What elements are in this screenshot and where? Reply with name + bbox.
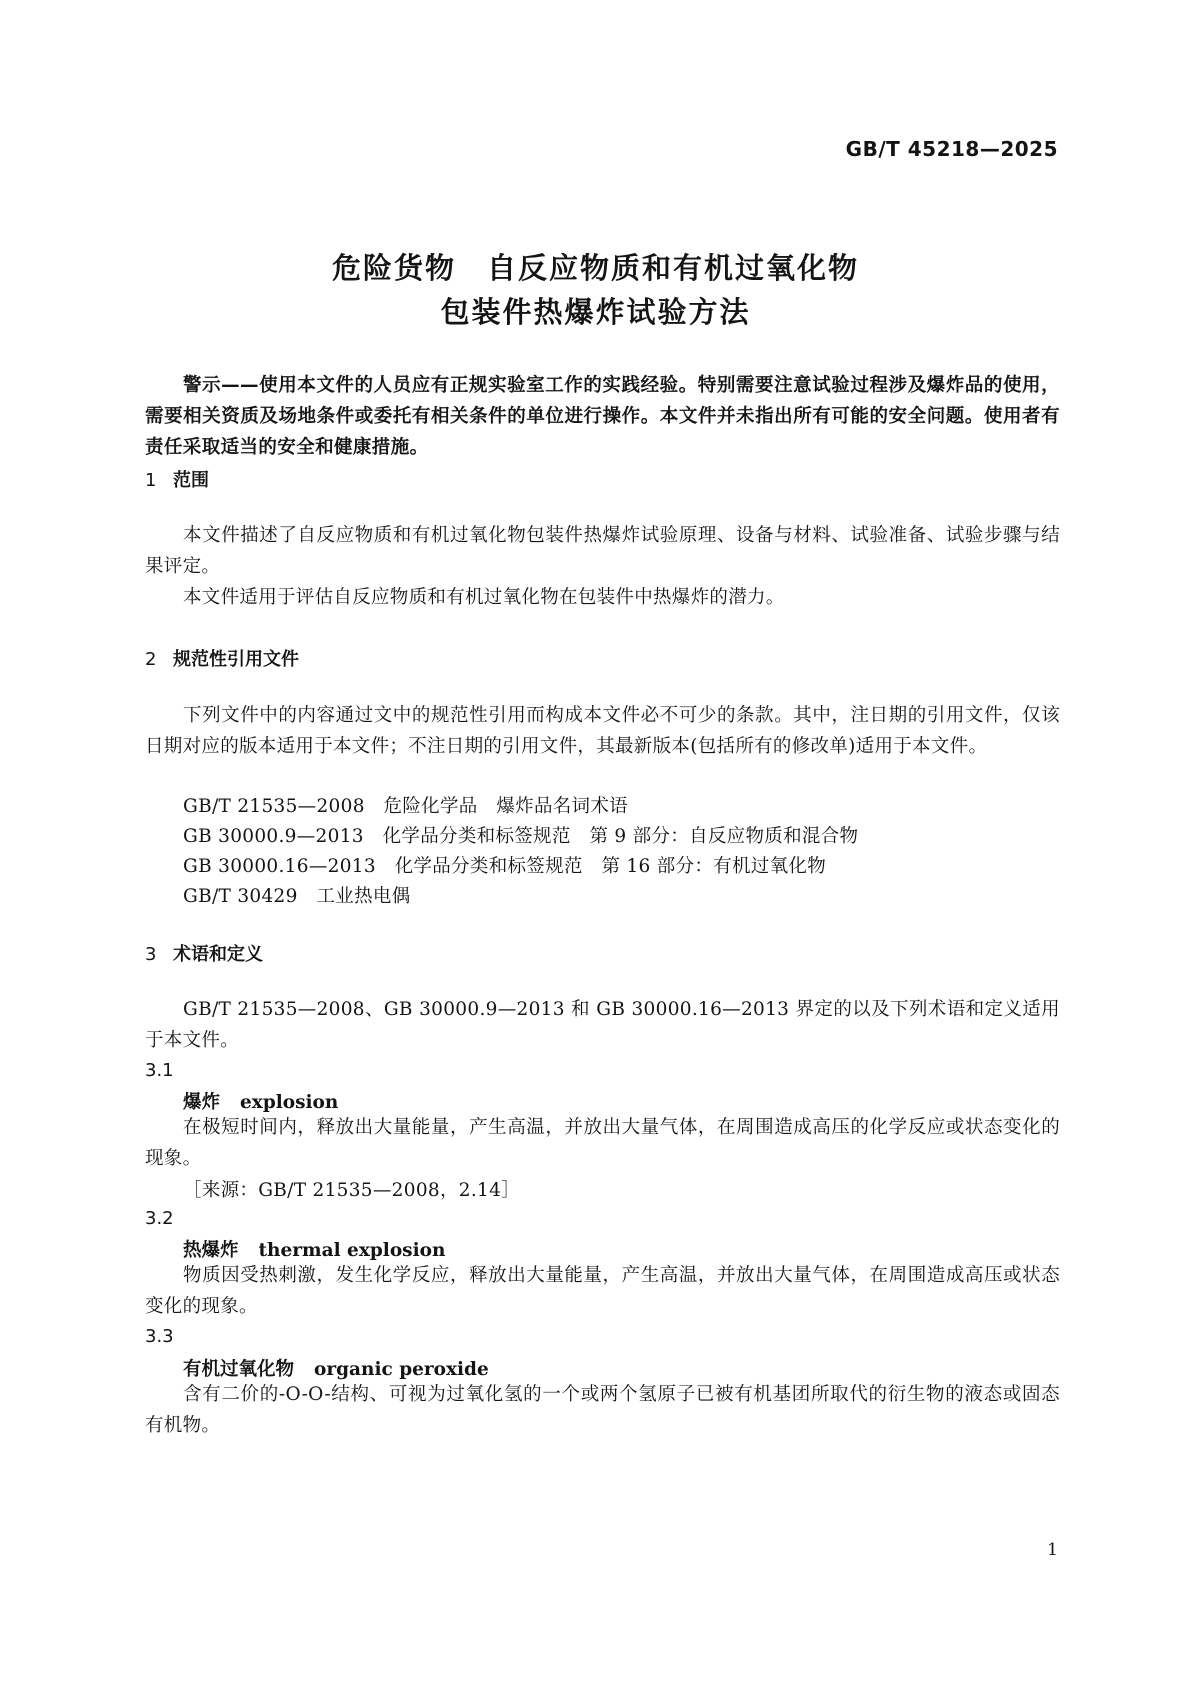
- section-number: 2: [145, 649, 157, 670]
- section-2-intro: 下列文件中的内容通过文中的规范性引用而构成本文件必不可少的条款。其中，注日期的引用文件，仅该日期对应的版本适用于本文件；不注日期的引用文件，其最新版本(包括所有的修改单)适用于本文件。: [145, 705, 1060, 757]
- section-1-heading: [145, 466, 209, 492]
- term-definition: 含有二价的-O-O-结构、可视为过氧化氢的一个或两个氢原子已被有机基团所取代的衍生物的液态或固态有机物。: [145, 1384, 1060, 1436]
- section-title: 规范性引用文件: [173, 649, 299, 670]
- page-number: 1: [1047, 1540, 1058, 1560]
- document-title-line1: 危险货物 自反应物质和有机过氧化物: [331, 251, 859, 285]
- safety-warning: 警示——使用本文件的人员应有正规实验室工作的实践经验。特别需要注意试验过程涉及爆炸品的使用，需要相关资质及场地条件或委托有相关条件的单位进行操作。本文件并未指出所有可能的安全问题。使用者有责任采取适当的安全和健康措施。: [145, 375, 1060, 458]
- section-3-intro: GB/T 21535—2008、GB 30000.9—2013 和 GB 30000.16—2013 界定的以及下列术语和定义适用于本文件。: [145, 999, 1060, 1051]
- term-heading: [183, 1088, 338, 1114]
- section-1-paragraph: 本文件适用于评估自反应物质和有机过氧化物在包装件中热爆炸的潜力。: [183, 587, 785, 608]
- section-title: 术语和定义: [173, 944, 263, 965]
- term-definition: 物质因受热刺激，发生化学反应，释放出大量能量，产生高温，并放出大量气体，在周围造成高压或状态变化的现象。: [145, 1265, 1060, 1317]
- section-number: 1: [145, 470, 157, 491]
- term-chinese: 爆炸: [183, 1092, 221, 1113]
- term-english: thermal explosion: [258, 1240, 446, 1261]
- term-english: organic peroxide: [314, 1359, 489, 1380]
- term-chinese: 热爆炸: [183, 1240, 239, 1261]
- term-definition: 在极短时间内，释放出大量能量，产生高温，并放出大量气体，在周围造成高压的化学反应或状态变化的现象。: [145, 1117, 1060, 1169]
- section-number: 3: [145, 944, 157, 965]
- standard-number: GB/T 45218—2025: [845, 137, 1058, 161]
- normative-reference: GB/T 21535—2008 危险化学品 爆炸品名词术语: [183, 796, 628, 817]
- document-title-line2: 包装件热爆炸试验方法: [440, 295, 751, 329]
- term-english: explosion: [240, 1092, 339, 1113]
- term-source: ［来源：GB/T 21535—2008，2.14］: [183, 1180, 520, 1201]
- term-heading: [183, 1236, 445, 1262]
- normative-reference: GB 30000.9—2013 化学品分类和标签规范 第 9 部分：自反应物质和混合物: [183, 826, 859, 847]
- term-number: 3.1: [145, 1060, 174, 1081]
- section-title: 范围: [173, 470, 209, 491]
- normative-reference: GB 30000.16—2013 化学品分类和标签规范 第 16 部分：有机过氧化物: [183, 856, 827, 877]
- section-3-heading: [145, 940, 263, 966]
- section-1-paragraph: 本文件描述了自反应物质和有机过氧化物包装件热爆炸试验原理、设备与材料、试验准备、试验步骤与结果评定。: [145, 525, 1060, 577]
- term-chinese: 有机过氧化物: [183, 1359, 295, 1380]
- term-heading: [183, 1355, 489, 1381]
- term-number: 3.2: [145, 1208, 174, 1229]
- term-number: 3.3: [145, 1326, 174, 1347]
- normative-reference: GB/T 30429 工业热电偶: [183, 886, 411, 907]
- section-2-heading: [145, 645, 299, 671]
